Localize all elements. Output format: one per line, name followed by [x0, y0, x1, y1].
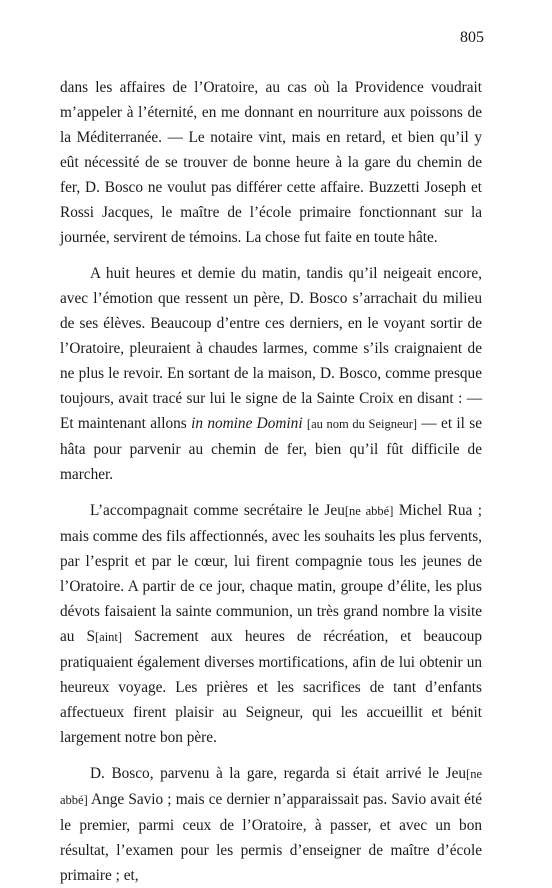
paragraph-text: Sacrement aux heures de récréation, et beaucoup pratiquaient également diverses mortifications, afin de lui obtenir un heureux voyage. Les prières et les sacrifices de tant d’enfants affectueux firent plaisir au Seigneur, qui les accueillit et bénit largement notre bon père. [60, 628, 482, 746]
editorial-insertion: [aint] [95, 630, 123, 644]
paragraph-2 [60, 261, 482, 487]
latin-phrase: in nomine Domini [191, 415, 303, 432]
page-number: 805 [460, 29, 484, 46]
paragraph-3 [60, 498, 482, 750]
editorial-insertion: [ne abbé] [344, 504, 394, 518]
editorial-insertion: [au nom du Seigneur] [306, 417, 418, 431]
paragraph-text: — et il se hâta pour parvenir au chemin de fer, bien qu’il fût difficile de marcher. [60, 415, 482, 483]
paragraph-text: L’accompagnait comme secrétaire le Jeu [90, 502, 345, 519]
paragraph-4 [60, 761, 482, 888]
page-body [60, 75, 482, 888]
paragraph-1 [60, 75, 482, 250]
paragraph-text: Ange Savio ; mais ce dernier n’apparaissait pas. Savio avait été le premier, parmi ceux de l’Oratoire, à passer, et avec un bon résultat, l’examen pour les permis d’enseigner de maître d’école primaire ; et, [60, 791, 482, 884]
paragraph-text: Michel Rua ; mais comme des fils affectionnés, avec les souhaits les plus fervents, par l’esprit et par le cœur, lui firent compagnie tous les jeunes de l’Oratoire. A partir de ce jour, chaque matin, groupe d’élite, les plus dévots faisaient la sainte communion, un très grand nombre la visite au S [60, 502, 482, 645]
paragraph-text: dans les affaires de l’Oratoire, au cas où la Providence voudrait m’appeler à l’éternité, en me donnant en nourriture aux poissons de la Méditerranée. — Le notaire vint, mais en retard, et bien qu’il y eût nécessité de se trouver de bonne heure à la gare du chemin de fer, D. Bosco ne voulut pas différer cette affaire. Buzzetti Joseph et Rossi Jacques, le maître de l’école primaire fonctionnant sur la journée, servirent de témoins. La chose fut faite en toute hâte. [60, 79, 482, 246]
paragraph-text: A huit heures et demie du matin, tandis qu’il neigeait encore, avec l’émotion que ressent un père, D. Bosco s’arrachait du milieu de ses élèves. Beaucoup d’entre ces derniers, en le voyant sortir de l’Oratoire, pleuraient à chaudes larmes, comme s’ils craignaient de ne plus le revoir. En sortant de la maison, D. Bosco, comme presque toujours, avait tracé sur lui le signe de la Sainte Croix en disant : — Et maintenant allons [60, 265, 482, 432]
paragraph-text: D. Bosco, parvenu à la gare, regarda si était arrivé le Jeu [90, 765, 467, 782]
editorial-insertion: [ne abbé] [60, 767, 482, 807]
